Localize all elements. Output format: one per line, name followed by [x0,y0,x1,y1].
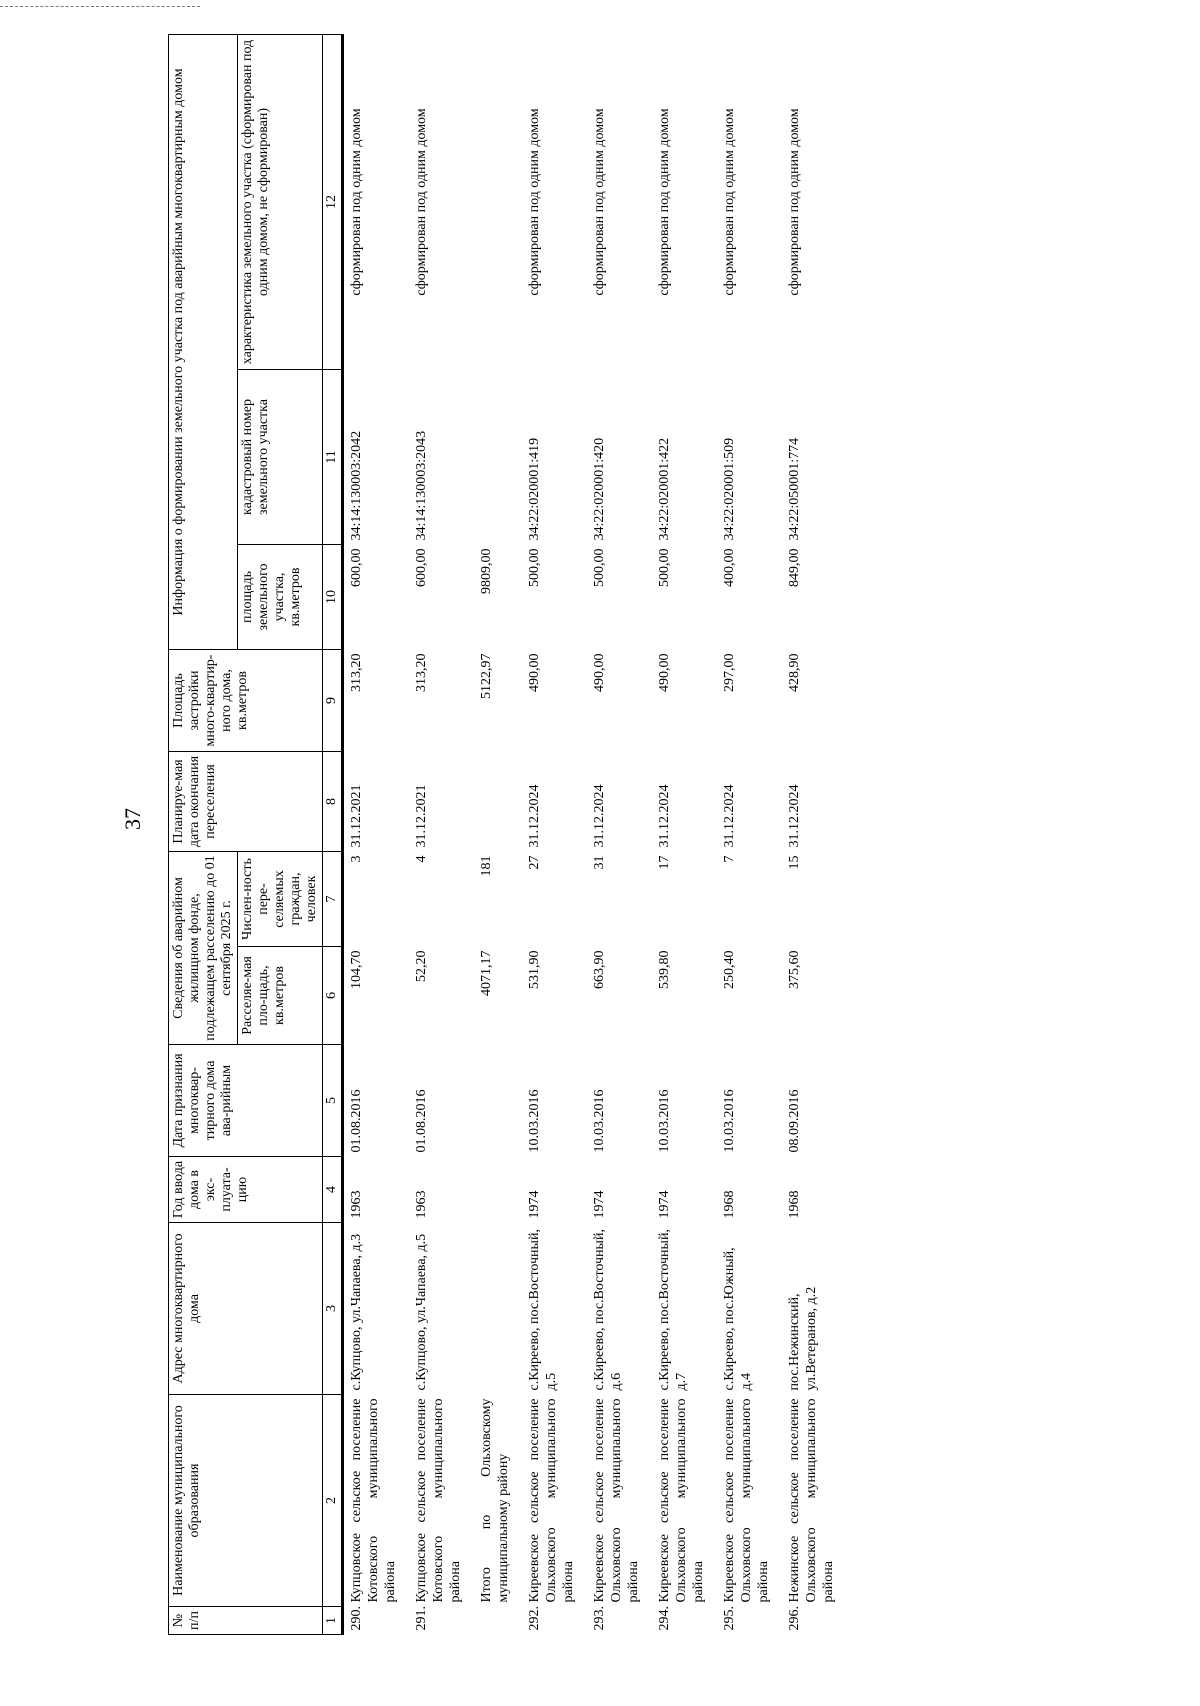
year: 1968 [722,1190,737,1219]
people-count: 4 [414,855,429,863]
land-area: 9809,00 [479,548,494,594]
municipality: Киреевское сельское поселение Ольховского муниципального района [722,1398,771,1603]
header-year: Год ввода дома в экс-плуата-цию [169,1157,323,1223]
recognition-date: 01.08.2016 [349,1089,364,1153]
resettled-area: 250,40 [722,950,737,989]
colnum: 3 [323,1223,343,1395]
planned-date: 31.12.2024 [722,784,737,848]
land-area: 500,00 [592,548,607,587]
people-count: 17 [657,855,672,870]
table-row-total [474,35,522,1635]
cadastral-number: 34:14:130003:2043 [414,430,429,541]
year: 1974 [657,1190,672,1219]
row-number: 295. [722,1606,737,1631]
colnum: 12 [323,35,343,370]
planned-date: 31.12.2024 [592,784,607,848]
land-area: 849,00 [787,548,802,587]
housing-table [168,34,847,1635]
colnum: 2 [323,1395,343,1607]
planned-date: 31.12.2024 [527,784,542,848]
recognition-date [474,1045,522,1157]
resettled-area: 4071,17 [479,950,494,996]
header-address: Адрес многоквартирного дома [169,1223,323,1395]
building-area: 5122,97 [479,653,494,699]
resettled-area: 375,60 [787,950,802,989]
colnum: 9 [323,650,343,752]
header-group-emergency-fund: Сведения об аварийном жилищном фонде, подлежащем расселению до 01 сентября 2025 г. [169,852,238,1045]
cadastral-number: 34:22:020001:509 [722,437,737,541]
row-number: 293. [592,1606,607,1631]
row-number: 290. [349,1606,364,1631]
building-area: 428,90 [787,653,802,692]
address: с.Киреево, пос.Восточный, д.7 [657,1229,689,1391]
colnum: 4 [323,1157,343,1223]
year: 1963 [414,1190,429,1219]
year: 1963 [349,1190,364,1219]
people-count: 15 [787,855,802,870]
land-area: 400,00 [722,548,737,587]
address: с.Купцово, ул.Чапаева, д.5 [414,1233,429,1391]
top-edge-line [0,6,200,8]
colnum: 8 [323,752,343,852]
plot-characteristic [474,35,522,370]
address: с.Киреево, пос.Южный, д.4 [722,1247,754,1391]
recognition-date: 08.09.2016 [787,1089,802,1153]
header-recognition-date: Дата признания многоквар-тирного дома ава-рийным [169,1045,323,1157]
colnum: 1 [323,1607,343,1635]
municipality: Киреевское сельское поселение Ольховского муниципального района [592,1398,641,1603]
cadastral-number: 34:22:020001:419 [527,437,542,541]
table-row [782,35,847,1635]
header-land-area: площадь земельного участка, кв.метров [238,545,323,650]
table-row [409,35,474,1635]
planned-date: 31.12.2024 [657,784,672,848]
plot-characteristic: сформирован под одним домом [349,108,364,296]
header-plot-characteristic: характеристика земельного участка (сформирован под одним домом, не сформирован) [238,35,323,370]
header-row-1 [169,35,238,1635]
resettled-area: 104,70 [349,950,364,989]
resettled-area: 52,20 [414,950,429,982]
row-number: 294. [657,1606,672,1631]
table-row [587,35,652,1635]
colnum: 6 [323,947,343,1045]
colnum: 7 [323,852,343,947]
land-area: 500,00 [527,548,542,587]
recognition-date: 10.03.2016 [527,1089,542,1153]
municipality: Купцовское сельское поселение Котовского муниципального района [414,1398,463,1603]
recognition-date: 10.03.2016 [722,1089,737,1153]
page-number: 37 [120,808,145,830]
header-cadastral-number: кадастровый номер земельного участка [238,370,323,545]
plot-characteristic: сформирован под одним домом [527,108,542,296]
plot-characteristic: сформирован под одним домом [722,108,737,296]
people-count: 31 [592,855,607,870]
column-number-row [323,35,343,1635]
resettled-area: 663,90 [592,950,607,989]
table-row [652,35,717,1635]
planned-date: 31.12.2024 [787,784,802,848]
municipality: Киреевское сельское поселение Ольховского муниципального района [657,1398,706,1603]
building-area: 490,00 [592,653,607,692]
address: пос.Нежинский, ул.Ветеранов, д.2 [787,1286,819,1391]
colnum: 11 [323,370,343,545]
building-area: 490,00 [527,653,542,692]
header-planned-date: Планируе-мая дата окончания переселения [169,752,323,852]
resettled-area: 539,80 [657,950,672,989]
people-count: 3 [349,855,364,863]
building-area: 297,00 [722,653,737,692]
header-building-area: Площадь застройки много-квартир-ного дома, кв.метров [169,650,323,752]
row-number: 291. [414,1606,429,1631]
building-area: 490,00 [657,653,672,692]
row-number: 292. [527,1606,542,1631]
table-row [522,35,587,1635]
colnum: 10 [323,545,343,650]
colnum: 5 [323,1045,343,1157]
address: с.Киреево, пос.Восточный, д.6 [592,1229,624,1391]
row-number [474,1607,522,1635]
address: с.Купцово, ул.Чапаева, д.3 [349,1233,364,1391]
resettled-area: 531,90 [527,950,542,989]
recognition-date: 10.03.2016 [657,1089,672,1153]
building-area: 313,20 [349,653,364,692]
municipality: Купцовское сельское поселение Котовского муниципального района [349,1398,398,1603]
rotated-table-wrapper [168,35,847,1635]
row-number: 296. [787,1606,802,1631]
header-municipality: Наименование муниципального образования [169,1395,323,1607]
header-people-count: Числен-ность пере-селяемых граждан, человек [238,852,323,947]
year: 1974 [527,1190,542,1219]
planned-date: 31.12.2021 [349,784,364,848]
land-area: 500,00 [657,548,672,587]
recognition-date: 01.08.2016 [414,1089,429,1153]
address: с.Киреево, пос.Восточный, д.5 [527,1229,559,1391]
header-group-land-plot: Информация о формировании земельного участка под аварийным многоквартирным домом [169,35,238,650]
year: 1968 [787,1190,802,1219]
plot-characteristic: сформирован под одним домом [592,108,607,296]
header-number: № п/п [169,1607,323,1635]
recognition-date: 10.03.2016 [592,1089,607,1153]
year [474,1157,522,1223]
municipality: Нежинское сельское поселение Ольховского муниципального района [787,1398,836,1603]
address [474,1223,522,1395]
cadastral-number: 34:22:050001:774 [787,437,802,541]
cadastral-number: 34:22:020001:420 [592,437,607,541]
cadastral-number: 34:14:130003:2042 [349,430,364,541]
cadastral-number [474,370,522,545]
plot-characteristic: сформирован под одним домом [657,108,672,296]
land-area: 600,00 [349,548,364,587]
people-count: 181 [479,855,494,877]
planned-date [474,752,522,852]
people-count: 7 [722,855,737,863]
year: 1974 [592,1190,607,1219]
plot-characteristic: сформирован под одним домом [787,108,802,296]
plot-characteristic: сформирован под одним домом [414,108,429,296]
building-area: 313,20 [414,653,429,692]
cadastral-number: 34:22:020001:422 [657,437,672,541]
table-row [717,35,782,1635]
municipality: Итого по Ольховскому муниципальному району [479,1398,511,1603]
table-row [343,35,410,1635]
municipality: Киреевское сельское поселение Ольховского муниципального района [527,1398,576,1603]
land-area: 600,00 [414,548,429,587]
planned-date: 31.12.2021 [414,784,429,848]
header-resettled-area: Расселяе-мая пло-щадь, кв.метров [238,947,323,1045]
people-count: 27 [527,855,542,870]
